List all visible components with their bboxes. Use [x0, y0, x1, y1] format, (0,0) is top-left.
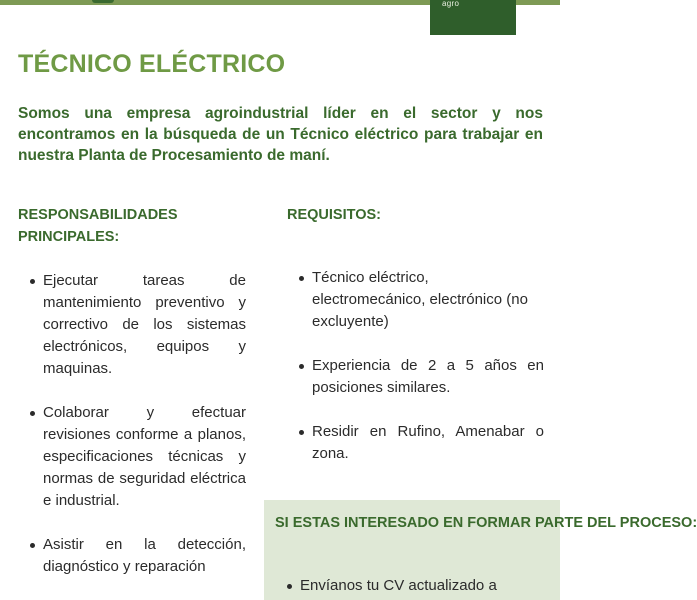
logo-fragment — [92, 0, 114, 3]
responsibility-item: Asistir en la detección, diagnóstico y reparación — [29, 534, 246, 578]
brand-logo-text: agro — [442, 0, 460, 8]
responsibilities-list — [29, 270, 246, 600]
page-title: TÉCNICO ELÉCTRICO — [18, 50, 286, 78]
callout-heading: SI ESTAS INTERESADO EN FORMAR PARTE DEL PROCESO: — [275, 515, 697, 531]
responsibilities-heading: RESPONSABILIDADES PRINCIPALES: — [18, 207, 178, 245]
callout-list — [286, 575, 556, 597]
requirement-item: Residir en Rufino, Amenabar o zona. — [298, 421, 544, 465]
requirements-heading: REQUISITOS: — [287, 207, 381, 223]
application-callout — [264, 500, 697, 600]
responsibility-item: Ejecutar tareas de mantenimiento preventivo y correctivo de los sistemas electrónicos, equipos y maquinas. — [29, 270, 246, 380]
requirement-item: Experiencia de 2 a 5 años en posiciones similares. — [298, 355, 544, 399]
responsibility-item: Colaborar y efectuar revisiones conforme a planos, especificaciones técnicas y normas de seguridad eléctrica e industrial. — [29, 402, 246, 512]
intro-paragraph: Somos una empresa agroindustrial líder en el sector y nos encontramos en la búsqueda de un Técnico eléctrico para trabajar en nuestra Planta de Procesamiento de maní. — [18, 105, 543, 164]
callout-item: Envíanos tu CV actualizado a — [286, 575, 556, 597]
brand-logo-box — [430, 0, 516, 35]
requirement-item: Técnico eléctrico, electromecánico, electrónico (no excluyente) — [298, 267, 544, 333]
requirements-list — [298, 267, 544, 487]
